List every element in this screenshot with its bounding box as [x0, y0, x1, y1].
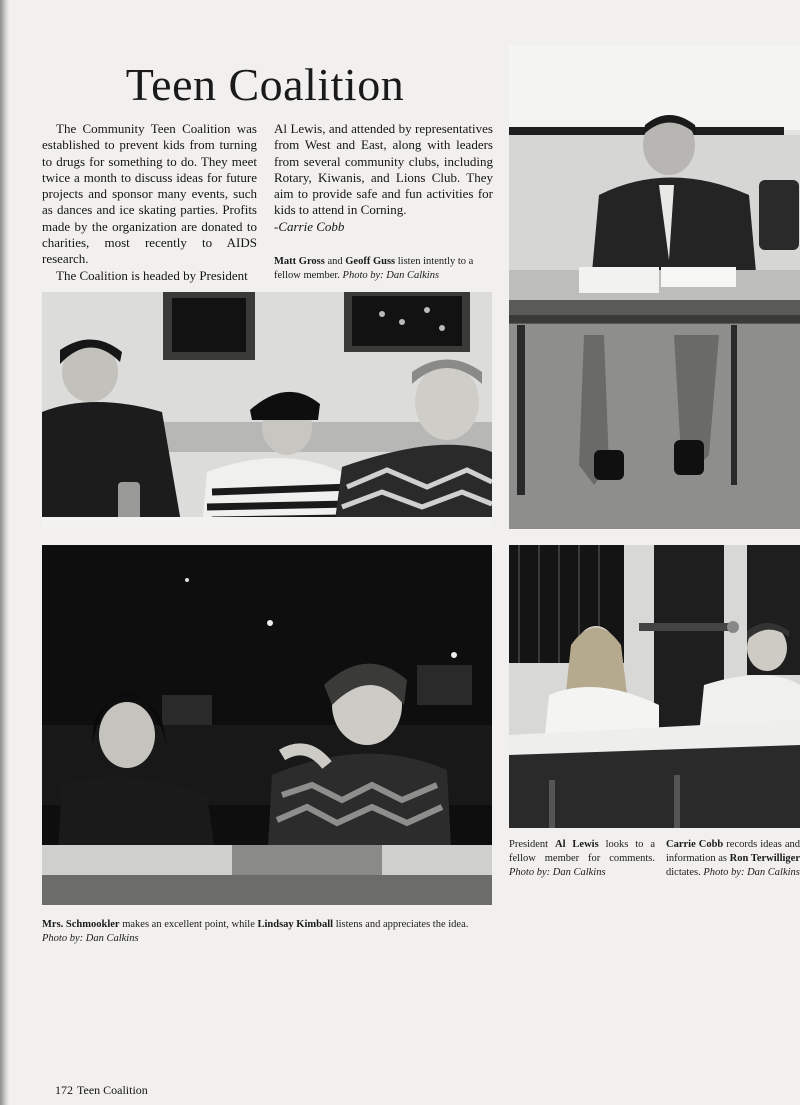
article-paragraph-1: The Community Teen Coalition was established to prevent kids from turning to drugs for something to do. They meet twice a month to discuss ideas for future projects and sponsor many events, such as dances and ice skating parties. Profits made by the organization are donated to charities, most recently to AIDS research.: [42, 121, 257, 267]
caption-top-photo: Matt Gross and Geoff Guss listen intently to a fellow member. Photo by: Dan Calkins: [274, 256, 474, 281]
article-paragraph-3: Al Lewis, and attended by representatives from West and East, along with leaders from several community clubs, including Rotary, Kiwanis, and Lions Club. They aim to provide safe and fun activities for kids to attend in Corning.: [274, 121, 493, 218]
caption-bottom-left-photo: Mrs. Schmookler makes an excellent point, while Lindsay Kimball listens and appreciates the idea. Photo by: Dan Calkins: [42, 919, 469, 944]
caption-far-right-photo: Carrie Cobb records ideas and information as Ron Terwilliger dictates. Photo by: Dan Calkins: [666, 839, 800, 878]
article-paragraph-2: The Coalition is headed by President: [56, 267, 248, 283]
photo-schmookler-kimball: [42, 545, 492, 905]
page-gutter-shadow: [0, 0, 9, 1105]
article-column-1: [42, 121, 257, 284]
page-number: 172: [55, 1083, 73, 1097]
article-byline: -Carrie Cobb: [274, 218, 345, 234]
photo-president-seated: [509, 45, 800, 529]
page-footer: [55, 1083, 152, 1098]
page-title: Teen Coalition: [125, 59, 405, 110]
photo-members-listening: [42, 292, 492, 528]
photo-cobb-terwilliger: [509, 545, 800, 828]
footer-section-title: Teen Coalition: [77, 1083, 148, 1097]
caption-mid-right-photo: President Al Lewis looks to a fellow member for comments. Photo by: Dan Calkins: [509, 839, 655, 878]
article-column-2: [274, 121, 493, 235]
